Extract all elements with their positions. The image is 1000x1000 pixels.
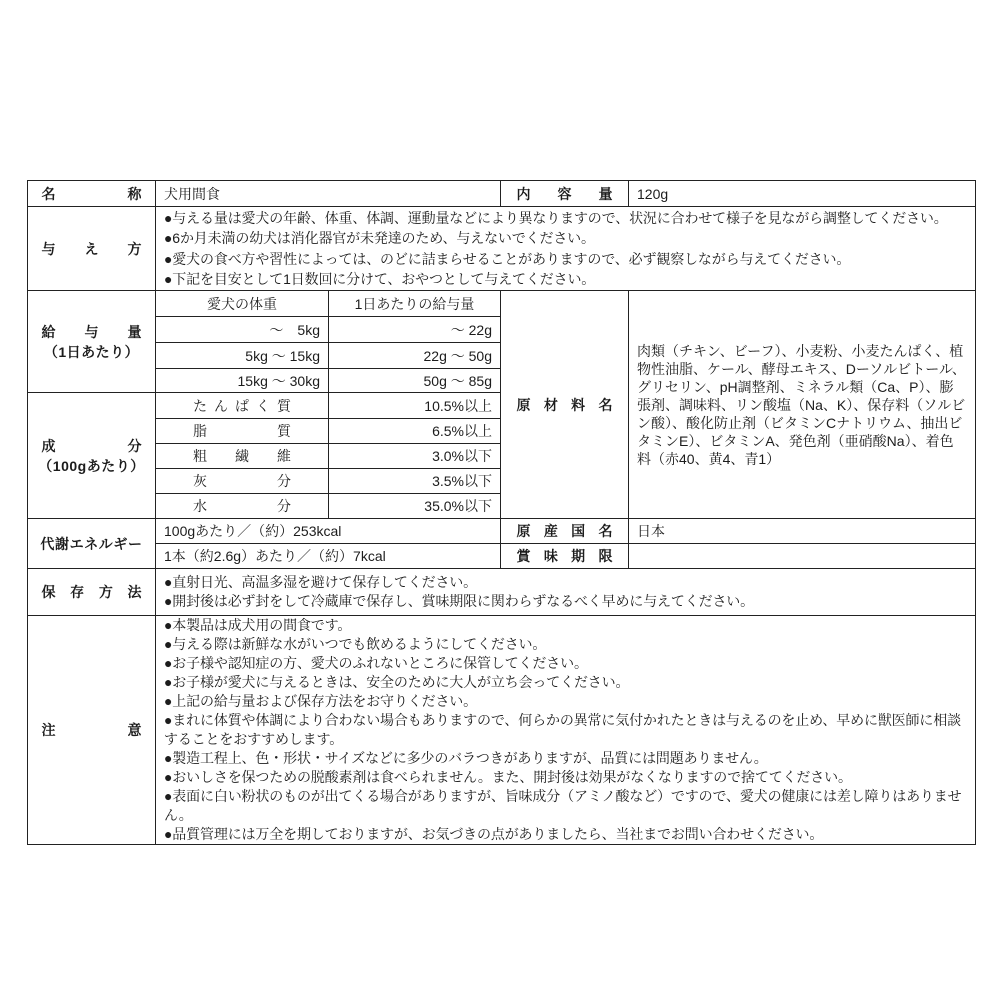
label-char: 賞 <box>516 548 531 564</box>
energy-per-piece: 1本（約2.6g）あたり／（約）7kcal <box>156 544 501 569</box>
label-char: 名 <box>41 185 56 202</box>
label-char: た <box>193 397 207 414</box>
amount-cell: 50g ～ 85g <box>329 369 501 393</box>
nutrient-value: 6.5%以上 <box>329 419 501 444</box>
label-char: 原 <box>516 396 531 413</box>
row-caution <box>28 616 976 845</box>
list-item: ●本製品は成犬用の間食です。 <box>164 617 352 633</box>
net-content-label <box>517 185 613 203</box>
label-char: 原 <box>516 523 531 539</box>
weight-cell: 5kg ～ 15kg <box>156 343 329 369</box>
caution-label-cell <box>28 616 156 845</box>
list-item: ●品質管理には万全を期しておりますが、お気づきの点がありましたら、当社までお問い合わせください。 <box>164 826 824 842</box>
label-char: 法 <box>127 584 142 600</box>
label-char: 灰 <box>193 473 207 489</box>
label-char: 水 <box>193 498 207 514</box>
label-char: 期 <box>571 548 586 564</box>
label-char: え <box>84 240 99 257</box>
label-char: 与 <box>84 323 99 340</box>
label-char: 方 <box>127 240 142 257</box>
label-char: く <box>256 397 270 414</box>
nutrient-name <box>193 422 291 440</box>
list-item: ●製造工程上、色・形状・サイズなどに多少のバラつきがありますが、品質には問題ありません。 <box>164 750 768 766</box>
best-before-label <box>517 547 613 565</box>
label-char: 保 <box>41 584 56 600</box>
label-char: 味 <box>543 548 558 564</box>
product-name-label <box>42 185 142 203</box>
ingredients-text: 肉類（チキン、ビーフ）、小麦粉、小麦たんぱく、植物性油脂、ケール、酵母エキス、Dーソルビトール、グリセリン、pH調整剤、ミネラル類（Ca、P）、膨張剤、調味料、リン酸塩（Na、K）、保存料（ソルビン酸）、酸化防止剤（ビタミンCナトリウム、抽出ビタミンE）、ビタミンA、発色剤（亜硝酸Na）、着色料（赤40、黄4、青1） <box>629 291 976 519</box>
label-char: 量 <box>598 185 613 202</box>
label-char: 限 <box>598 548 613 564</box>
nutrient-name-cell <box>156 444 329 469</box>
storage-label <box>42 583 142 601</box>
feeding-amount-label-cell <box>28 291 156 393</box>
label-char: 分 <box>127 437 142 454</box>
label-char: 量 <box>127 323 142 340</box>
feeding-method-label-cell <box>28 207 156 291</box>
storage-label-cell <box>28 569 156 616</box>
label-char: 繊 <box>235 448 249 464</box>
nutrient-name-cell <box>156 393 329 419</box>
weight-cell: 15kg ～ 30kg <box>156 369 329 393</box>
label-char: 成 <box>41 437 56 454</box>
list-item: ●6か月未満の幼犬は消化器官が未発達のため、与えないでください。 <box>164 230 595 246</box>
list-item: ●上記の給与量および保存方法をお守りください。 <box>164 693 478 709</box>
label-char: ぱ <box>235 397 249 414</box>
label-char: 称 <box>127 185 142 202</box>
list-item: ●直射日光、高温多湿を避けて保存してください。 <box>164 574 478 590</box>
label-char: 粗 <box>193 448 207 464</box>
label-char: 方 <box>98 584 113 600</box>
nutrient-value: 3.0%以下 <box>329 444 501 469</box>
label-char: 国 <box>571 523 586 539</box>
label-char: 内 <box>516 185 531 202</box>
label-char: 産 <box>543 523 558 539</box>
amount-column-header: 1日あたりの給与量 <box>329 291 501 317</box>
list-item: ●まれに体質や体調により合わない場合もありますので、何らかの異常に気付かれたときは与えるのを止め、早めに獣医師に相談することをおすすめします。 <box>164 712 961 747</box>
caution-list <box>156 616 976 845</box>
amount-cell: ～ 22g <box>329 317 501 343</box>
nutrient-value: 10.5%以上 <box>329 393 501 419</box>
energy-label: 代謝エネルギー <box>40 535 143 552</box>
feeding-amount-sublabel: （1日あたり） <box>43 343 140 360</box>
list-item: ●お子様が愛犬に与えるときは、安全のために大人が立ち会ってください。 <box>164 674 630 690</box>
label-char: 存 <box>70 584 85 600</box>
nutrient-name <box>193 447 291 465</box>
label-char: 名 <box>598 523 613 539</box>
label-char: ん <box>214 397 228 414</box>
list-item: ●与える際は新鮮な水がいつでも飲めるようにしてください。 <box>164 636 547 652</box>
nutrient-value: 3.5%以下 <box>329 469 501 494</box>
feeding-method-list <box>156 207 976 291</box>
weight-column-header: 愛犬の体重 <box>156 291 329 317</box>
nutrient-name-cell <box>156 494 329 519</box>
energy-per-100g: 100gあたり／（約）253kcal <box>156 519 501 544</box>
label-char: 料 <box>571 396 586 413</box>
label-char: 分 <box>277 473 291 489</box>
list-item: ●開封後は必ず封をして冷蔵庫で保存し、賞味期限に関わらずなるべく早めに与えてください。 <box>164 593 755 609</box>
feeding-amount-label <box>42 323 142 341</box>
row-feeding-method <box>28 207 976 291</box>
origin-label <box>517 522 613 540</box>
label-char: 材 <box>543 396 558 413</box>
nutrient-name <box>193 497 291 515</box>
label-char: 分 <box>277 498 291 514</box>
label-char: 意 <box>127 722 142 738</box>
composition-sublabel: （100gあたり） <box>38 457 145 474</box>
list-item: ●愛犬の食べ方や習性によっては、のどに詰まらせることがありますので、必ず観察しながら与えてください。 <box>164 250 851 267</box>
best-before-value <box>629 544 976 569</box>
list-item: ●与える量は愛犬の年齢、体重、体調、運動量などにより異なりますので、状況に合わせて様子を見ながら調整してください。 <box>164 209 948 226</box>
label-char: 注 <box>41 722 56 738</box>
nutrient-name-cell <box>156 469 329 494</box>
row-storage <box>28 569 976 616</box>
nutrient-value: 35.0%以下 <box>329 494 501 519</box>
label-char: 質 <box>277 423 291 439</box>
origin-value: 日本 <box>629 519 976 544</box>
net-content-value: 120g <box>629 181 976 207</box>
product-spec-table <box>27 180 976 845</box>
label-char: 名 <box>598 396 613 413</box>
energy-label-cell <box>28 519 156 569</box>
nutrient-name <box>193 472 291 490</box>
amount-cell: 22g ～ 50g <box>329 343 501 369</box>
composition-label <box>42 437 142 455</box>
net-content-label-cell <box>501 181 629 207</box>
list-item: ●表面に白い粉状のものが出てくる場合がありますが、旨味成分（アミノ酸など）ですので、愛犬の健康には差し障りはありません。 <box>164 788 962 823</box>
row-energy-best-before <box>28 544 976 569</box>
row-energy-origin <box>28 519 976 544</box>
ingredients-label <box>517 396 613 414</box>
row-product-name <box>28 181 976 207</box>
row-feeding-amount-header <box>28 291 976 317</box>
list-item: ●お子様や認知症の方、愛犬のふれないところに保管してください。 <box>164 655 588 671</box>
label-char: 容 <box>557 185 572 202</box>
list-item: ●おいしさを保つための脱酸素剤は食べられません。また、開封後は効果がなくなりますので捨ててください。 <box>164 769 852 785</box>
nutrient-name-cell <box>156 419 329 444</box>
best-before-label-cell <box>501 544 629 569</box>
nutrient-name <box>193 397 291 415</box>
label-char: 与 <box>41 240 56 257</box>
feeding-method-label <box>42 240 142 258</box>
label-char: 脂 <box>193 423 207 439</box>
label-char: 維 <box>277 448 291 464</box>
caution-label <box>42 721 142 739</box>
composition-label-cell <box>28 393 156 519</box>
ingredients-label-cell <box>501 291 629 519</box>
list-item: ●下記を目安として1日数回に分けて、おやつとして与えてください。 <box>164 271 596 287</box>
storage-list <box>156 569 976 616</box>
label-char: 給 <box>41 323 56 340</box>
label-char: 質 <box>277 397 291 414</box>
product-name-value: 犬用間食 <box>156 181 501 207</box>
weight-cell: ～ 5kg <box>156 317 329 343</box>
product-name-label-cell <box>28 181 156 207</box>
origin-label-cell <box>501 519 629 544</box>
